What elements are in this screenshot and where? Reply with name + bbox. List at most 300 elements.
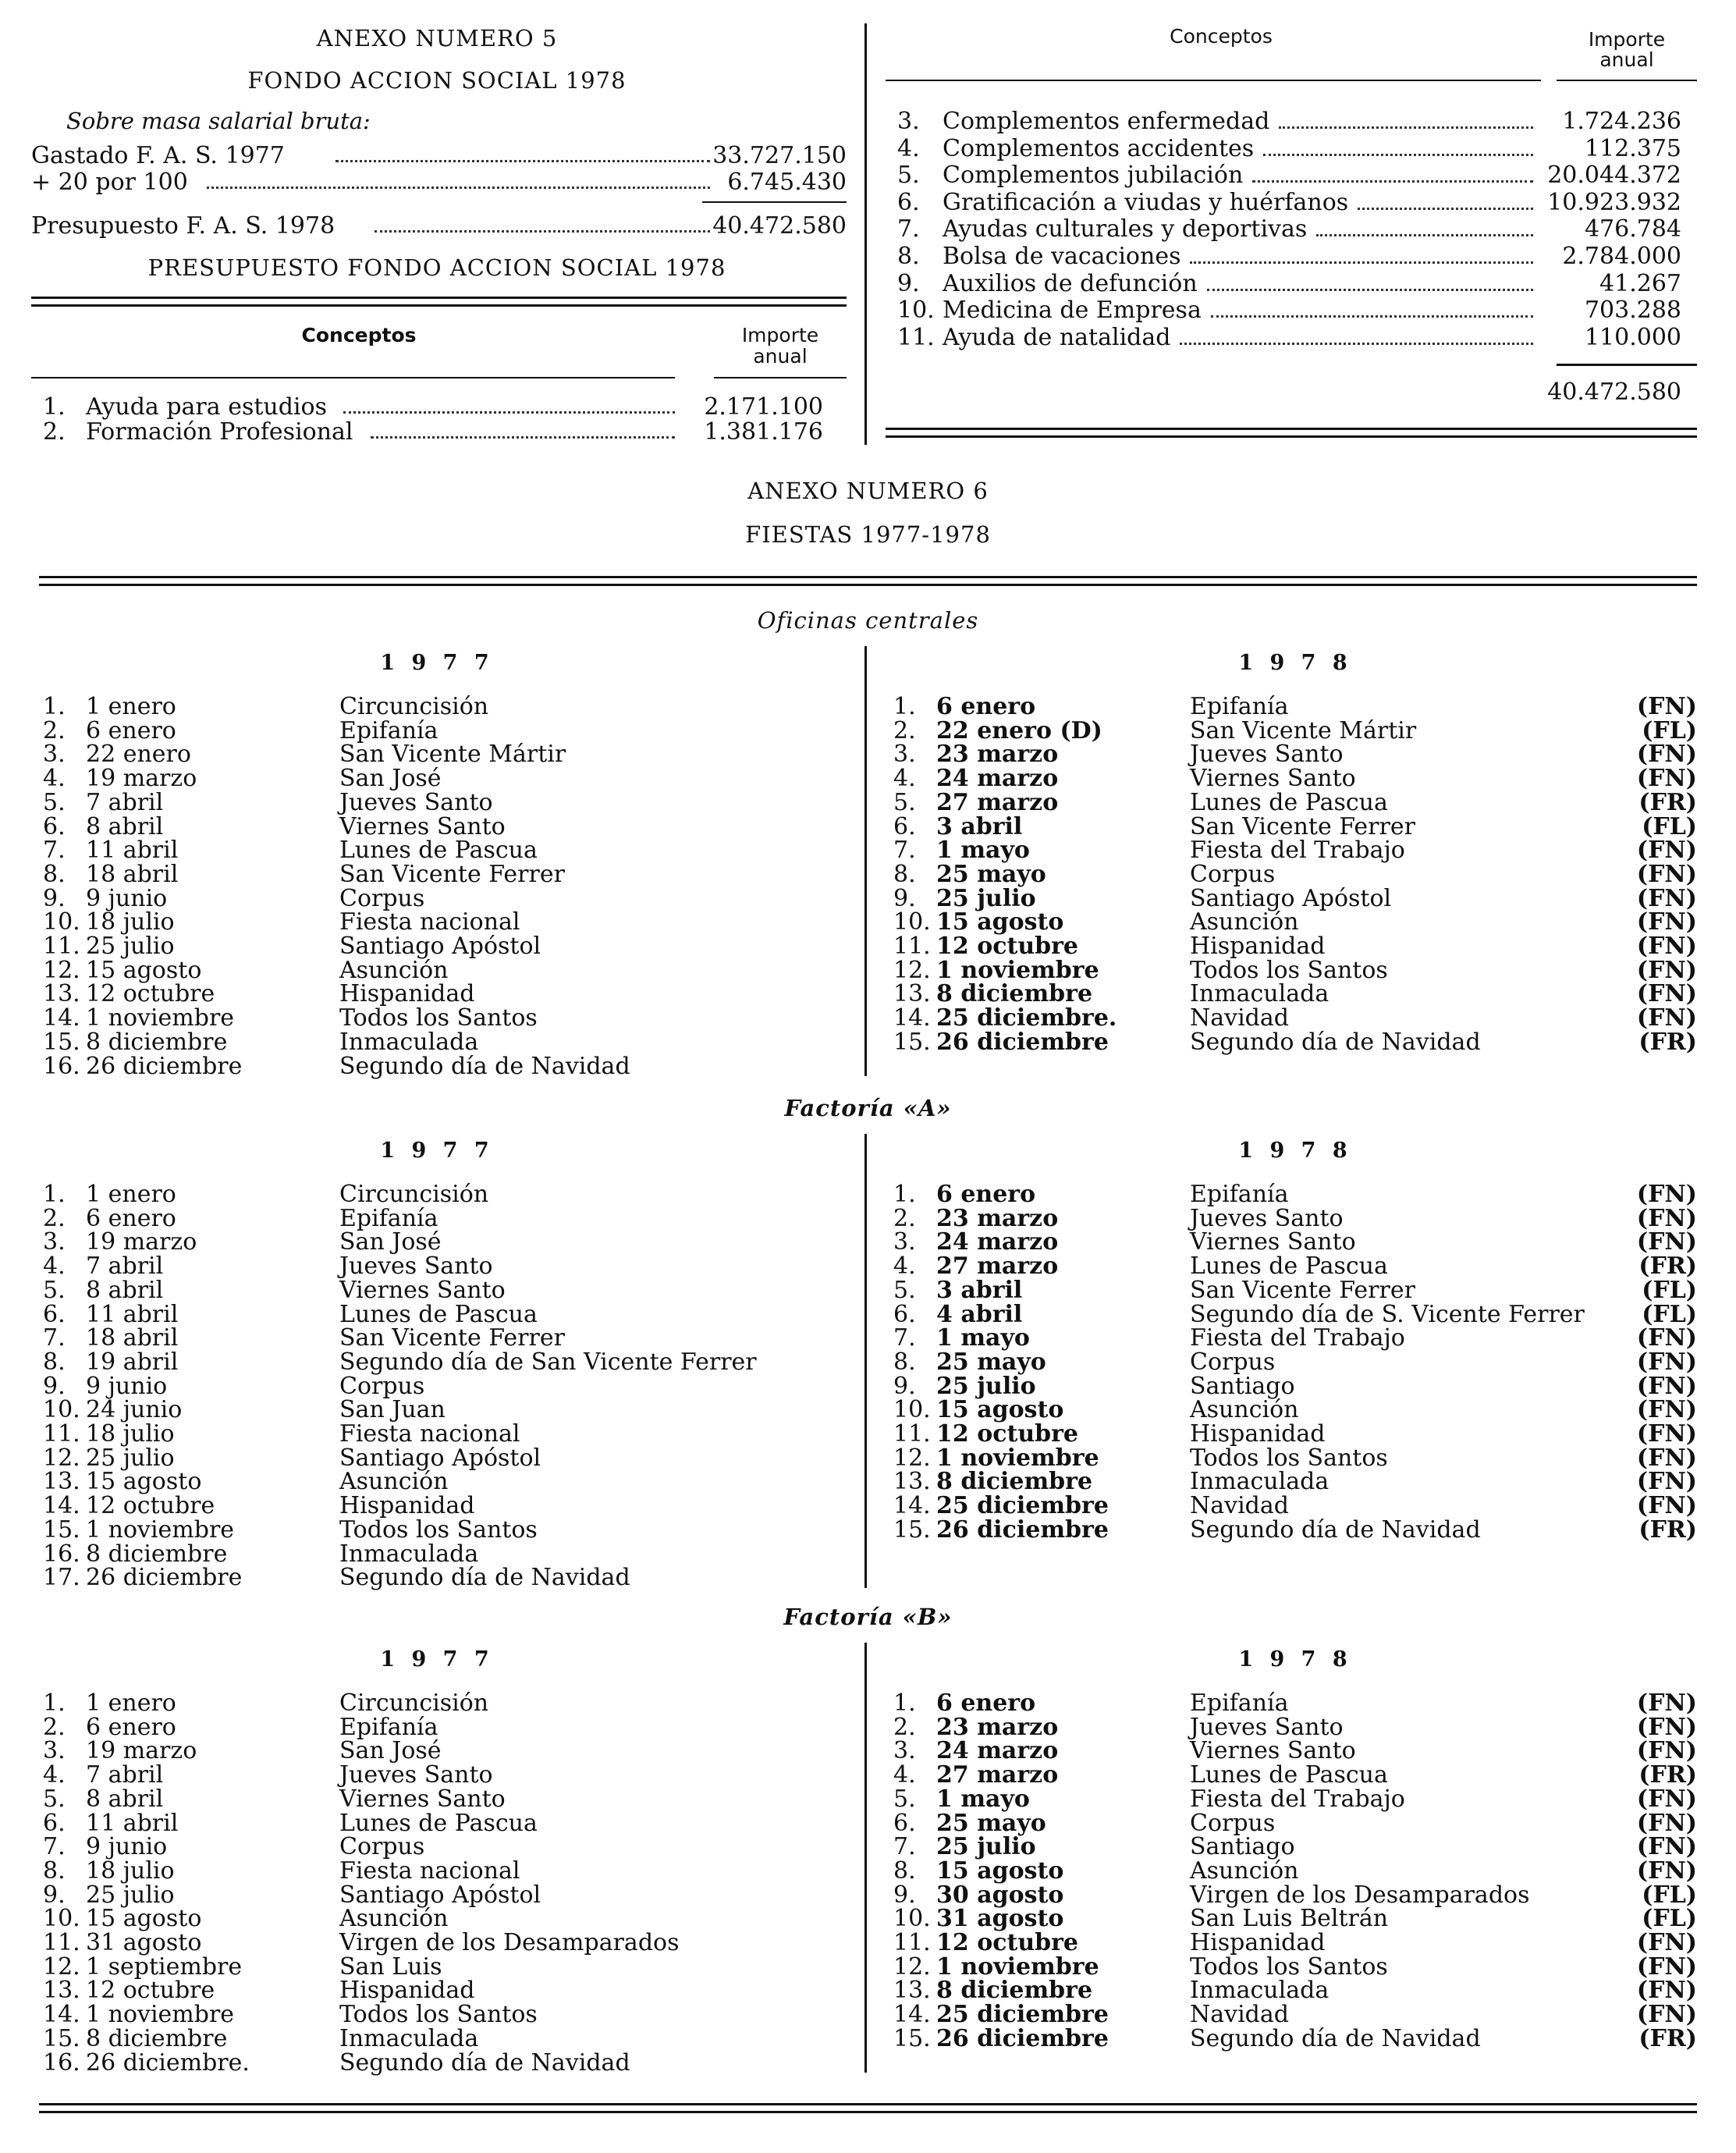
holiday-num: 12. bbox=[893, 1444, 931, 1472]
holiday-num: 1. bbox=[43, 1689, 66, 1717]
item-label: Auxilios de defunción bbox=[943, 269, 1198, 297]
holiday-date: 31 agosto bbox=[86, 1929, 202, 1956]
column-divider bbox=[864, 1643, 867, 2073]
holiday-date: 12 octubre bbox=[936, 1929, 1079, 1956]
holiday-type: (FN) bbox=[1636, 1833, 1697, 1861]
double-rule bbox=[39, 576, 1697, 586]
holiday-type: (FN) bbox=[1636, 1324, 1697, 1352]
holiday-date: 15 agosto bbox=[936, 1856, 1064, 1885]
holiday-date: 25 julio bbox=[86, 933, 175, 960]
holiday-type: (FN) bbox=[1636, 1396, 1697, 1424]
holiday-name: San Juan bbox=[339, 1396, 446, 1424]
item-num: 2. bbox=[43, 418, 66, 446]
holiday-num: 12. bbox=[43, 1444, 80, 1472]
holiday-date: 1 enero bbox=[86, 1689, 176, 1717]
holiday-date: 25 julio bbox=[86, 1444, 175, 1472]
column-divider bbox=[864, 1134, 867, 1588]
holiday-name: Fiesta nacional bbox=[339, 908, 520, 936]
holiday-date: 1 noviembre bbox=[936, 1952, 1099, 1981]
holiday-name: Circuncisión bbox=[339, 1689, 489, 1717]
double-rule bbox=[31, 297, 847, 307]
holiday-num: 14. bbox=[43, 1492, 80, 1520]
holiday-date: 15 agosto bbox=[936, 1396, 1064, 1424]
double-rule bbox=[886, 428, 1697, 438]
holiday-date: 26 diciembre bbox=[86, 1564, 243, 1592]
item-label: Medicina de Empresa bbox=[943, 297, 1202, 325]
leader-dots bbox=[1358, 208, 1533, 210]
leader-dots bbox=[1263, 154, 1533, 156]
holiday-name: Segundo día de Navidad bbox=[339, 1052, 630, 1080]
holiday-num: 5. bbox=[43, 1785, 66, 1813]
holiday-num: 8. bbox=[43, 1856, 66, 1885]
sum-rule bbox=[702, 201, 847, 203]
holiday-type: (FL) bbox=[1642, 1300, 1697, 1328]
holiday-type: (FN) bbox=[1636, 1004, 1697, 1032]
holiday-num: 5. bbox=[43, 1276, 66, 1304]
holiday-type: (FR) bbox=[1638, 1028, 1697, 1056]
holiday-date: 4 abril bbox=[936, 1300, 1023, 1328]
leader-dots bbox=[335, 160, 710, 162]
holiday-date: 11 abril bbox=[86, 837, 179, 865]
holiday-name: Circuncisión bbox=[339, 1181, 489, 1208]
holiday-name: Fiesta nacional bbox=[339, 1856, 520, 1885]
holiday-num: 1. bbox=[893, 1181, 916, 1208]
holiday-name: Segundo día de Navidad bbox=[1190, 1028, 1481, 1056]
holiday-num: 15. bbox=[43, 1028, 80, 1056]
holiday-name: Hispanidad bbox=[339, 1977, 475, 2005]
holiday-num: 9. bbox=[893, 1372, 916, 1400]
holiday-num: 9. bbox=[893, 1881, 916, 1909]
col-importe: Importe bbox=[741, 324, 819, 346]
holiday-date: 27 marzo bbox=[936, 1252, 1059, 1281]
holiday-name: Todos los Santos bbox=[339, 1004, 538, 1032]
holiday-date: 23 marzo bbox=[936, 1204, 1059, 1232]
holiday-type: (FN) bbox=[1636, 765, 1697, 793]
holiday-name: Navidad bbox=[1190, 2001, 1289, 2029]
holiday-date: 6 enero bbox=[936, 1689, 1036, 1717]
item-value: 2.784.000 bbox=[1562, 243, 1681, 270]
item-label: Complementos enfermedad bbox=[943, 108, 1270, 135]
holiday-date: 25 mayo bbox=[936, 1809, 1046, 1837]
holiday-date: 1 mayo bbox=[936, 1785, 1030, 1813]
holiday-type: (FN) bbox=[1636, 908, 1697, 936]
holiday-num: 8. bbox=[893, 860, 916, 888]
holiday-date: 1 enero bbox=[86, 1181, 176, 1208]
holiday-name: Todos los Santos bbox=[339, 2001, 538, 2029]
item-num: 5. bbox=[897, 162, 920, 190]
holiday-num: 11. bbox=[893, 1420, 931, 1448]
holiday-name: Todos los Santos bbox=[1190, 1444, 1388, 1472]
holiday-date: 18 julio bbox=[86, 908, 175, 936]
holiday-type: (FN) bbox=[1636, 693, 1697, 720]
anexo5-subtitle: FONDO ACCION SOCIAL 1978 bbox=[247, 67, 627, 94]
item-label: Bolsa de vacaciones bbox=[943, 243, 1181, 270]
holiday-type: (FR) bbox=[1638, 2024, 1697, 2052]
holiday-date: 25 julio bbox=[936, 1372, 1036, 1400]
item-value: 110.000 bbox=[1584, 323, 1681, 351]
holiday-date: 15 agosto bbox=[86, 1468, 202, 1496]
holiday-num: 2. bbox=[43, 1204, 66, 1232]
holiday-type: (FN) bbox=[1636, 1468, 1697, 1496]
holiday-date: 24 marzo bbox=[936, 1228, 1059, 1256]
holiday-num: 8. bbox=[43, 860, 66, 888]
holiday-date: 11 abril bbox=[86, 1300, 179, 1328]
holiday-date: 3 abril bbox=[936, 812, 1023, 840]
holiday-num: 13. bbox=[43, 1468, 80, 1496]
holiday-date: 25 diciembre bbox=[936, 1492, 1109, 1520]
holiday-date: 24 marzo bbox=[936, 1737, 1059, 1765]
holiday-num: 12. bbox=[893, 956, 931, 984]
item-num: 1. bbox=[43, 393, 66, 421]
sum-rule bbox=[1557, 364, 1697, 366]
holiday-name: Santiago Apóstol bbox=[1190, 884, 1392, 912]
holiday-date: 25 julio bbox=[936, 884, 1036, 912]
holiday-name: San Vicente Mártir bbox=[339, 741, 566, 769]
item-value: 10.923.932 bbox=[1547, 188, 1681, 216]
holiday-date: 23 marzo bbox=[936, 1713, 1059, 1741]
holiday-type: (FN) bbox=[1636, 1952, 1697, 1981]
holiday-name: San José bbox=[339, 1737, 442, 1765]
holiday-date: 19 marzo bbox=[86, 765, 197, 793]
holiday-name: Santiago bbox=[1190, 1372, 1295, 1400]
holiday-num: 11. bbox=[893, 933, 931, 960]
holiday-date: 12 octubre bbox=[936, 933, 1079, 960]
holiday-date: 30 agosto bbox=[936, 1881, 1064, 1909]
holiday-name: Virgen de los Desamparados bbox=[1190, 1881, 1530, 1909]
holiday-name: Fiesta del Trabajo bbox=[1190, 837, 1405, 865]
holiday-name: Viernes Santo bbox=[1190, 765, 1356, 793]
holiday-date: 26 diciembre bbox=[86, 1052, 243, 1080]
holiday-date: 6 enero bbox=[86, 716, 176, 744]
holiday-name: Navidad bbox=[1190, 1004, 1289, 1032]
holiday-num: 3. bbox=[43, 1228, 66, 1256]
holiday-num: 5. bbox=[43, 788, 66, 816]
holiday-name: Circuncisión bbox=[339, 693, 489, 720]
holiday-date: 15 agosto bbox=[936, 908, 1064, 936]
holiday-name: Inmaculada bbox=[339, 1028, 479, 1056]
holiday-date: 6 enero bbox=[936, 693, 1036, 720]
holiday-num: 13. bbox=[893, 1468, 931, 1496]
holiday-type: (FN) bbox=[1636, 1809, 1697, 1837]
holiday-num: 10. bbox=[893, 1905, 931, 1933]
holiday-name: Epifanía bbox=[339, 716, 438, 744]
holiday-date: 6 enero bbox=[86, 1713, 176, 1741]
holiday-date: 26 diciembre bbox=[936, 1515, 1109, 1544]
holiday-num: 2. bbox=[893, 716, 916, 744]
item-label: Formación Profesional bbox=[86, 418, 353, 446]
holiday-name: San José bbox=[339, 765, 442, 793]
holiday-num: 9. bbox=[43, 1372, 66, 1400]
holiday-num: 16. bbox=[43, 1052, 80, 1080]
holiday-num: 7. bbox=[43, 1833, 66, 1861]
holiday-name: Jueves Santo bbox=[339, 1252, 493, 1281]
holiday-num: 6. bbox=[893, 1809, 916, 1837]
leader-dots bbox=[343, 411, 675, 414]
item-num: 9. bbox=[897, 269, 920, 297]
col-anual: anual bbox=[753, 345, 808, 368]
holiday-type: (FN) bbox=[1636, 1492, 1697, 1520]
holiday-num: 7. bbox=[893, 1324, 916, 1352]
holiday-name: Navidad bbox=[1190, 1492, 1289, 1520]
holiday-name: Asunción bbox=[1190, 908, 1299, 936]
item-num: 7. bbox=[897, 215, 920, 243]
holiday-num: 4. bbox=[893, 1252, 916, 1281]
holiday-num: 5. bbox=[893, 788, 916, 816]
holiday-type: (FN) bbox=[1636, 1713, 1697, 1741]
holiday-date: 18 abril bbox=[86, 1324, 179, 1352]
column-divider bbox=[864, 23, 867, 445]
holiday-type: (FL) bbox=[1642, 1881, 1697, 1909]
holiday-type: (FN) bbox=[1636, 1977, 1697, 2005]
item-num: 4. bbox=[897, 134, 920, 162]
holiday-num: 14. bbox=[43, 2001, 80, 2029]
holiday-date: 11 abril bbox=[86, 1809, 179, 1837]
holiday-name: Fiesta nacional bbox=[339, 1420, 520, 1448]
holiday-name: Lunes de Pascua bbox=[339, 837, 538, 865]
header-rule bbox=[886, 80, 1541, 81]
holiday-num: 6. bbox=[893, 1300, 916, 1328]
year-1977: 1 9 7 7 bbox=[380, 651, 494, 675]
holiday-name: Segundo día de Navidad bbox=[1190, 1515, 1481, 1544]
holiday-num: 6. bbox=[43, 1300, 66, 1328]
holiday-num: 2. bbox=[893, 1713, 916, 1741]
holiday-name: Hispanidad bbox=[1190, 1420, 1326, 1448]
holiday-date: 12 octubre bbox=[86, 980, 215, 1008]
holiday-num: 10. bbox=[893, 908, 931, 936]
holiday-name: Lunes de Pascua bbox=[1190, 1761, 1388, 1789]
holiday-date: 25 mayo bbox=[936, 1348, 1046, 1376]
holiday-date: 1 mayo bbox=[936, 837, 1030, 865]
holiday-date: 1 mayo bbox=[936, 1324, 1030, 1352]
holiday-name: Lunes de Pascua bbox=[339, 1809, 538, 1837]
holiday-num: 15. bbox=[893, 2024, 931, 2052]
holiday-date: 18 julio bbox=[86, 1856, 175, 1885]
holiday-date: 1 noviembre bbox=[86, 1515, 235, 1544]
holiday-num: 13. bbox=[43, 980, 80, 1008]
item-value: 1.724.236 bbox=[1562, 108, 1681, 135]
holiday-date: 8 diciembre bbox=[936, 980, 1093, 1008]
holiday-name: Inmaculada bbox=[1190, 1468, 1330, 1496]
holiday-num: 12. bbox=[43, 1952, 80, 1981]
holiday-name: Fiesta del Trabajo bbox=[1190, 1785, 1405, 1813]
holiday-name: Todos los Santos bbox=[339, 1515, 538, 1544]
item-label: Ayudas culturales y deportivas bbox=[943, 215, 1308, 243]
holiday-date: 8 diciembre bbox=[86, 2024, 228, 2052]
col-conceptos: Conceptos bbox=[1170, 25, 1273, 48]
holiday-name: Inmaculada bbox=[339, 1540, 479, 1568]
holiday-num: 1. bbox=[43, 693, 66, 720]
holiday-num: 3. bbox=[43, 741, 66, 769]
holiday-num: 4. bbox=[43, 1252, 66, 1281]
holiday-name: Lunes de Pascua bbox=[339, 1300, 538, 1328]
holiday-type: (FN) bbox=[1636, 884, 1697, 912]
year-1977: 1 9 7 7 bbox=[380, 1139, 494, 1163]
holiday-num: 8. bbox=[893, 1348, 916, 1376]
leader-dots bbox=[375, 230, 710, 233]
holiday-name: Santiago Apóstol bbox=[339, 933, 541, 960]
holiday-date: 8 abril bbox=[86, 1276, 164, 1304]
holiday-num: 11. bbox=[43, 1929, 80, 1956]
holiday-num: 11. bbox=[43, 933, 80, 960]
holiday-num: 7. bbox=[43, 837, 66, 865]
increment-value: 6.745.430 bbox=[727, 169, 847, 196]
item-label: Ayuda para estudios bbox=[86, 393, 327, 421]
item-num: 11. bbox=[897, 323, 935, 351]
holiday-name: Inmaculada bbox=[339, 2024, 479, 2052]
holiday-num: 3. bbox=[43, 1737, 66, 1765]
holiday-name: San Vicente Ferrer bbox=[1190, 812, 1415, 840]
holiday-date: 24 junio bbox=[86, 1396, 183, 1424]
holiday-num: 9. bbox=[43, 884, 66, 912]
holiday-date: 23 marzo bbox=[936, 741, 1059, 769]
holiday-name: Hispanidad bbox=[339, 1492, 475, 1520]
header-rule bbox=[714, 377, 847, 378]
holiday-num: 3. bbox=[893, 1228, 916, 1256]
holiday-name: Viernes Santo bbox=[339, 1276, 506, 1304]
holiday-name: Jueves Santo bbox=[339, 1761, 493, 1789]
item-value: 2.171.100 bbox=[704, 393, 823, 421]
holiday-date: 9 junio bbox=[86, 1833, 168, 1861]
holiday-name: San Vicente Ferrer bbox=[1190, 1276, 1415, 1304]
holiday-date: 26 diciembre bbox=[936, 1028, 1109, 1056]
holiday-name: Viernes Santo bbox=[1190, 1737, 1356, 1765]
col-conceptos: Conceptos bbox=[301, 324, 417, 346]
holiday-num: 15. bbox=[893, 1028, 931, 1056]
holiday-name: Corpus bbox=[1190, 1809, 1276, 1837]
holiday-name: Jueves Santo bbox=[1190, 1713, 1344, 1741]
holiday-name: Virgen de los Desamparados bbox=[339, 1929, 680, 1956]
holiday-num: 16. bbox=[43, 1540, 80, 1568]
item-label: Complementos accidentes bbox=[943, 134, 1255, 162]
holiday-date: 27 marzo bbox=[936, 788, 1059, 816]
holiday-num: 15. bbox=[893, 1515, 931, 1544]
holiday-date: 8 diciembre bbox=[86, 1028, 228, 1056]
leader-dots bbox=[1190, 261, 1533, 264]
holiday-name: Hispanidad bbox=[1190, 933, 1326, 960]
holiday-date: 19 marzo bbox=[86, 1737, 197, 1765]
holiday-date: 12 octubre bbox=[86, 1977, 215, 2005]
leader-dots bbox=[1180, 343, 1533, 345]
leader-dots bbox=[371, 436, 675, 439]
holiday-name: Santiago Apóstol bbox=[339, 1444, 541, 1472]
holiday-type: (FN) bbox=[1636, 837, 1697, 865]
holiday-num: 15. bbox=[43, 2024, 80, 2052]
holiday-date: 31 agosto bbox=[936, 1905, 1064, 1933]
holiday-type: (FN) bbox=[1636, 1181, 1697, 1208]
holiday-name: Jueves Santo bbox=[1190, 1204, 1344, 1232]
gastado-value: 33.727.150 bbox=[712, 142, 847, 169]
holiday-date: 26 diciembre. bbox=[86, 2048, 250, 2077]
holiday-name: Inmaculada bbox=[1190, 980, 1330, 1008]
holiday-num: 14. bbox=[893, 1004, 931, 1032]
holiday-num: 13. bbox=[43, 1977, 80, 2005]
holiday-num: 8. bbox=[43, 1348, 66, 1376]
increment-label: + 20 por 100 bbox=[31, 169, 188, 196]
section-name: Factoría «A» bbox=[784, 1095, 952, 1121]
holiday-num: 13. bbox=[893, 980, 931, 1008]
holiday-type: (FN) bbox=[1636, 1228, 1697, 1256]
holiday-name: Santiago bbox=[1190, 1833, 1295, 1861]
holiday-date: 8 diciembre bbox=[936, 1468, 1093, 1496]
item-value: 20.044.372 bbox=[1547, 162, 1681, 190]
holiday-num: 13. bbox=[893, 1977, 931, 2005]
item-label: Gratificación a viudas y huérfanos bbox=[943, 188, 1349, 216]
holiday-date: 25 julio bbox=[936, 1833, 1036, 1861]
holiday-num: 3. bbox=[893, 741, 916, 769]
holiday-name: San José bbox=[339, 1228, 442, 1256]
holiday-type: (FN) bbox=[1636, 1444, 1697, 1472]
holiday-name: Segundo día de Navidad bbox=[339, 1564, 630, 1592]
holiday-name: Asunción bbox=[1190, 1396, 1299, 1424]
holiday-num: 5. bbox=[893, 1276, 916, 1304]
holiday-date: 6 enero bbox=[86, 1204, 176, 1232]
anexo6-subtitle: FIESTAS 1977-1978 bbox=[745, 521, 991, 548]
holiday-date: 1 enero bbox=[86, 693, 176, 720]
holiday-name: Lunes de Pascua bbox=[1190, 788, 1388, 816]
holiday-name: Epifanía bbox=[339, 1204, 438, 1232]
holiday-num: 14. bbox=[893, 1492, 931, 1520]
budget-title: PRESUPUESTO FONDO ACCION SOCIAL 1978 bbox=[147, 254, 726, 281]
holiday-name: Fiesta del Trabajo bbox=[1190, 1324, 1405, 1352]
holiday-date: 25 julio bbox=[86, 1881, 175, 1909]
col-importe: Importe bbox=[1588, 28, 1666, 51]
holiday-num: 6. bbox=[893, 812, 916, 840]
holiday-type: (FN) bbox=[1636, 1372, 1697, 1400]
holiday-num: 4. bbox=[43, 765, 66, 793]
leader-dots bbox=[1252, 180, 1533, 183]
holiday-num: 15. bbox=[43, 1515, 80, 1544]
holiday-type: (FN) bbox=[1636, 741, 1697, 769]
header-rule bbox=[31, 377, 675, 378]
holiday-type: (FN) bbox=[1636, 1856, 1697, 1885]
holiday-date: 22 enero (D) bbox=[936, 716, 1102, 744]
holiday-num: 11. bbox=[893, 1929, 931, 1956]
column-divider bbox=[864, 646, 867, 1076]
leader-dots bbox=[1279, 126, 1533, 129]
holiday-name: San Vicente Mártir bbox=[1190, 716, 1417, 744]
holiday-num: 4. bbox=[893, 1761, 916, 1789]
section-name: Oficinas centrales bbox=[757, 607, 979, 634]
holiday-name: Corpus bbox=[339, 1372, 425, 1400]
holiday-name: Asunción bbox=[1190, 1856, 1299, 1885]
holiday-name: San Luis bbox=[339, 1952, 442, 1981]
holiday-type: (FN) bbox=[1636, 860, 1697, 888]
holiday-date: 22 enero bbox=[86, 741, 191, 769]
holiday-type: (FN) bbox=[1636, 933, 1697, 960]
holiday-name: Viernes Santo bbox=[1190, 1228, 1356, 1256]
holiday-num: 7. bbox=[893, 837, 916, 865]
holiday-name: Asunción bbox=[339, 1468, 449, 1496]
holiday-name: Lunes de Pascua bbox=[1190, 1252, 1388, 1281]
holiday-type: (FR) bbox=[1638, 1761, 1697, 1789]
grand-total: 40.472.580 bbox=[1547, 378, 1681, 406]
holiday-name: Epifanía bbox=[1190, 1689, 1289, 1717]
year-1978: 1 9 7 8 bbox=[1238, 1139, 1352, 1163]
leader-dots bbox=[1316, 234, 1533, 236]
holiday-type: (FN) bbox=[1636, 980, 1697, 1008]
holiday-type: (FN) bbox=[1636, 1929, 1697, 1956]
holiday-num: 1. bbox=[893, 693, 916, 720]
holiday-date: 25 mayo bbox=[936, 860, 1046, 888]
holiday-date: 25 diciembre bbox=[936, 2001, 1109, 2029]
holiday-date: 19 abril bbox=[86, 1348, 179, 1376]
holiday-num: 14. bbox=[893, 2001, 931, 2029]
year-1978: 1 9 7 8 bbox=[1238, 651, 1352, 675]
holiday-date: 12 octubre bbox=[86, 1492, 215, 1520]
holiday-date: 8 diciembre bbox=[936, 1977, 1093, 2005]
holiday-date: 3 abril bbox=[936, 1276, 1023, 1304]
holiday-date: 25 diciembre. bbox=[936, 1004, 1117, 1032]
